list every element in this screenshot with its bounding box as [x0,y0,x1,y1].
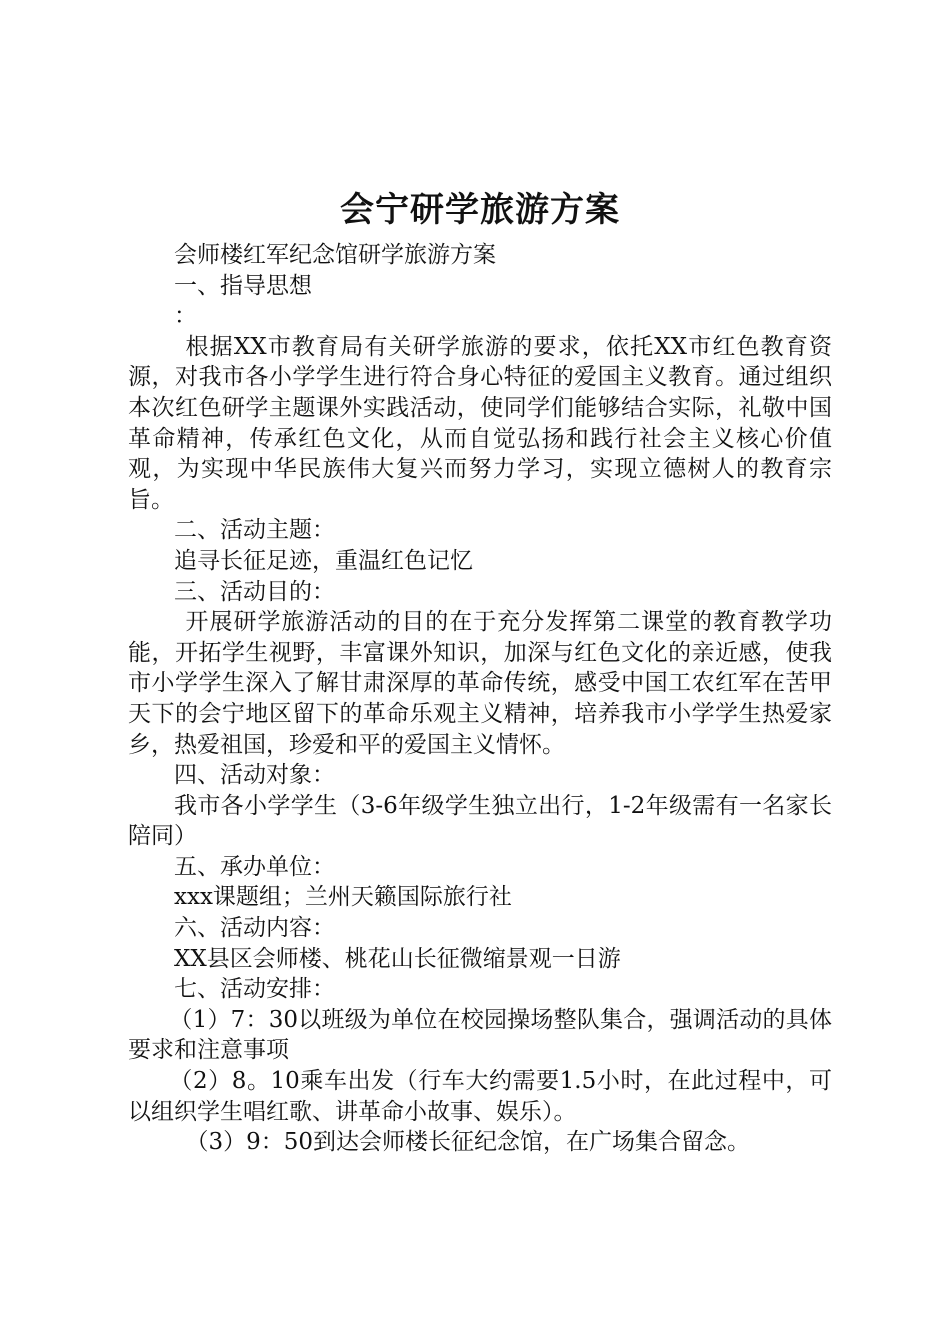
heading-guiding-ideology: 一、指导思想 [174,272,312,299]
document-page [128,180,832,1158]
schedule-item: （1）7：30以班级为单位在校园操场整队集合，强调活动的具体要求和注意事项 [128,1006,832,1064]
paragraph-subtitle: 会师楼红军纪念馆研学旅游方案 [174,242,496,268]
schedule-item: （2）8。10乘车出发（行车大约需要1.5小时，在此过程中，可以组织学生唱红歌、讲革命小故事、娱乐）。 [128,1068,832,1125]
document-title: 会宁研学旅游方案 [340,190,620,230]
heading-activity-target: 四、活动对象： [174,762,335,789]
paragraph-activity-purpose: 开展研学旅游活动的目的在于充分发挥第二课堂的教育教学功能，开拓学生视野，丰富课外知识，加深与红色文化的亲近感，使我市小学学生深入了解甘肃深厚的革命传统，感受中国工农红军在苦甲天下的会宁地区留下的革命乐观主义精神，培养我市小学学生热爱家乡，热爱祖国，珍爱和平的爱国主义情怀。 [128,609,832,758]
paragraph-activity-content: XX县区会师楼、桃花山长征微缩景观一日游 [174,945,621,972]
heading-activity-purpose: 三、活动目的： [174,578,335,605]
paragraph-activity-target: 我市各小学学生（3-6年级学生独立出行，1-2年级需有一名家长陪同） [128,792,832,850]
paragraph-activity-theme: 追寻长征足迹，重温红色记忆 [174,547,473,574]
heading-activity-content: 六、活动内容： [174,915,335,942]
heading-organizer: 五、承办单位： [174,853,335,880]
document-body [128,240,832,1158]
heading-activity-schedule: 七、活动安排： [174,976,335,1003]
paragraph-organizer: xxx课题组；兰州天籁国际旅行社 [174,884,512,911]
paragraph-colon: ： [174,303,197,330]
heading-activity-theme: 二、活动主题： [174,517,335,544]
schedule-item: （3）9：50到达会师楼长征纪念馆，在广场集合留念。 [185,1129,751,1156]
paragraph-guiding-ideology: 根据XX市教育局有关研学旅游的要求，依托XX市红色教育资源，对我市各小学学生进行符合身心特征的爱国主义教育。通过组织本次红色研学主题课外实践活动，使同学们能够结合实际，礼敬中国革命精神，传承红色文化，从而自觉弘扬和践行社会主义核心价值观，为实现中华民族伟大复兴而努力学习，实现立德树人的教育宗旨。 [128,333,832,513]
